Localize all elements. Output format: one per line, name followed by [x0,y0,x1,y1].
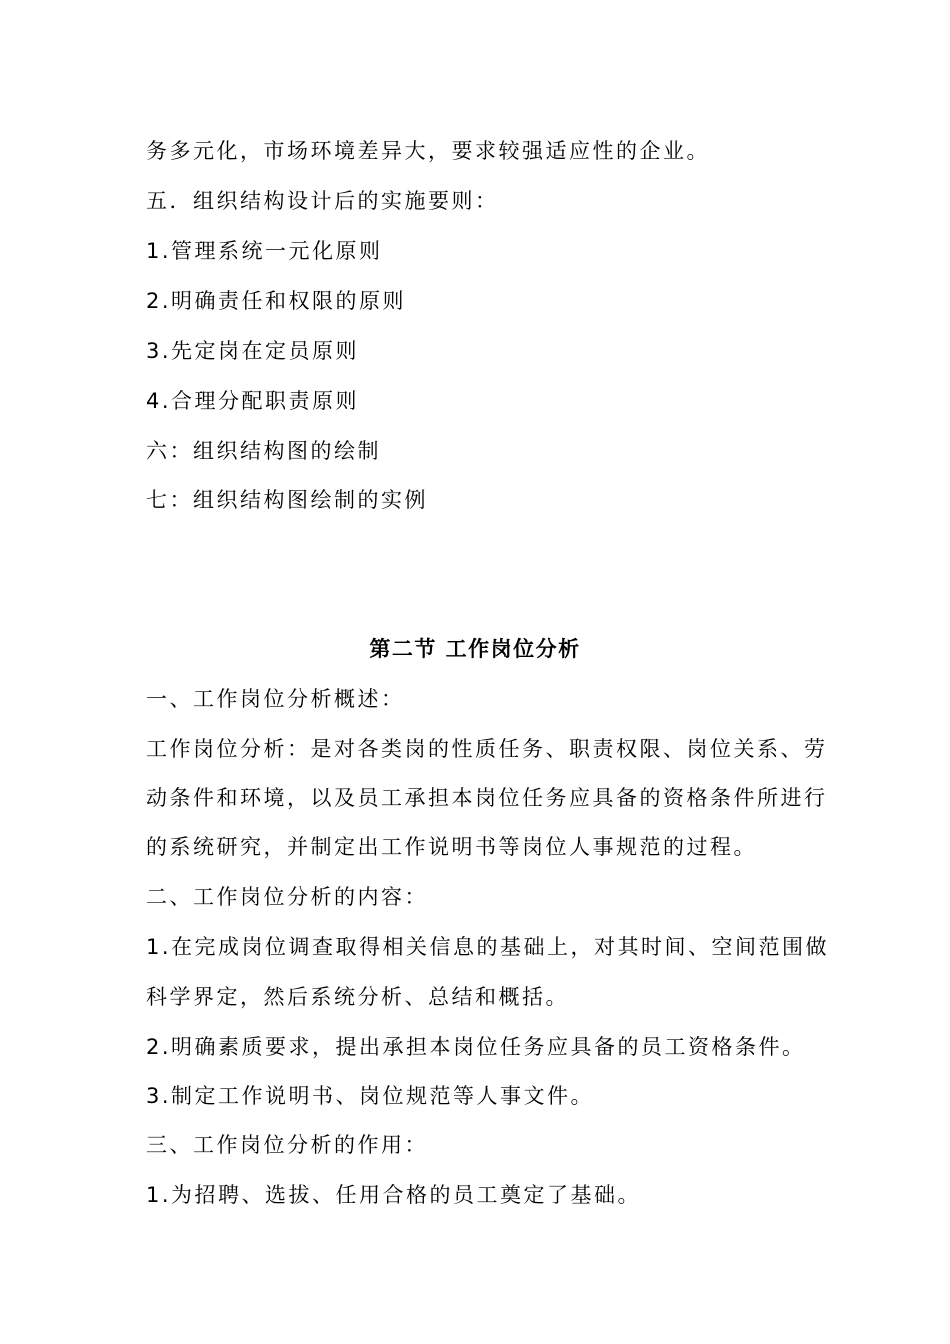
part-one-title: 一、工作岗位分析概述： [146,687,405,711]
part-one-paragraph-line-2: 动条件和环境，以及员工承担本岗位任务应具备的资格条件所进行 [146,786,828,810]
section-five-item-2: 2.明确责任和权限的原则 [146,289,407,313]
part-one-paragraph-line-3: 的系统研究，并制定出工作说明书等岗位人事规范的过程。 [146,835,757,859]
part-two-item-1-line-1: 1.在完成岗位调查取得相关信息的基础上，对其时间、空间范围做 [146,935,830,959]
part-two-item-2: 2.明确素质要求，提出承担本岗位任务应具备的员工资格条件。 [146,1035,806,1059]
section-five-item-3: 3.先定岗在定员原则 [146,339,360,363]
section-six-title: 六：组织结构图的绘制 [146,439,381,463]
part-two-item-3: 3.制定工作说明书、岗位规范等人事文件。 [146,1084,595,1108]
section-five-item-4: 4.合理分配职责原则 [146,389,360,413]
section-five-item-1: 1.管理系统一元化原则 [146,239,383,263]
part-two-title: 二、工作岗位分析的内容： [146,885,428,909]
part-one-paragraph-line-1: 工作岗位分析：是对各类岗的性质任务、职责权限、岗位关系、劳 [146,737,828,761]
continuation-text: 务多元化，市场环境差异大，要求较强适应性的企业。 [146,139,710,163]
part-three-item-1: 1.为招聘、选拔、任用合格的员工奠定了基础。 [146,1183,642,1207]
chapter-title: 第二节 工作岗位分析 [369,637,581,661]
section-five-title: 五．组织结构设计后的实施要则： [146,189,499,213]
part-three-title: 三、工作岗位分析的作用： [146,1133,428,1157]
part-two-item-1-line-2: 科学界定，然后系统分析、总结和概括。 [146,985,569,1009]
section-seven-title: 七：组织结构图绘制的实例 [146,488,428,512]
